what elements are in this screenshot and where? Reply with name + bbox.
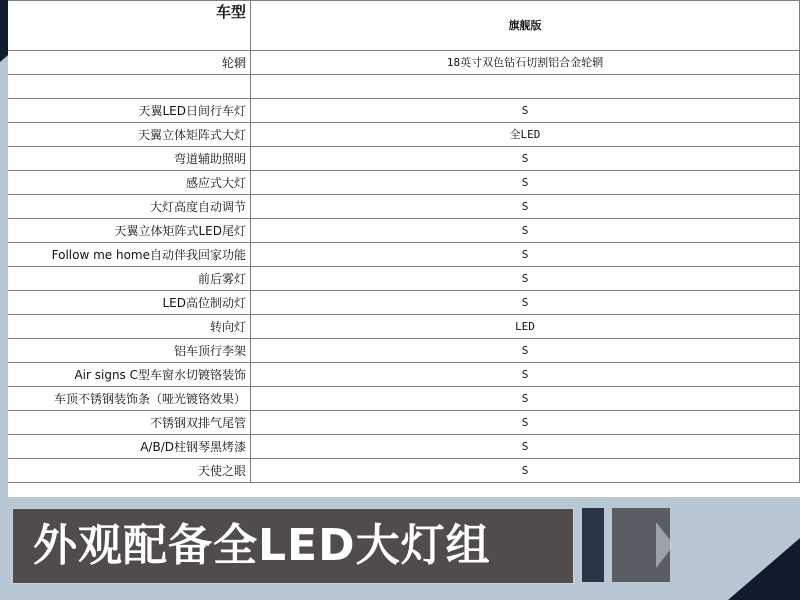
feature-cell: Air signs C型车窗水切镀铬装饰 (8, 363, 251, 387)
table-header-row (8, 1, 800, 51)
value-cell: S (251, 243, 800, 267)
feature-cell: 前后雾灯 (8, 267, 251, 291)
table-row (8, 411, 800, 435)
feature-cell: 弯道辅助照明 (8, 147, 251, 171)
feature-cell: 大灯高度自动调节 (8, 195, 251, 219)
value-cell: S (251, 387, 800, 411)
value-cell: 18英寸双色钻石切割铝合金轮辋 (251, 51, 800, 75)
value-cell: S (251, 435, 800, 459)
feature-cell: LED高位制动灯 (8, 291, 251, 315)
table-row (8, 219, 800, 243)
value-cell: S (251, 219, 800, 243)
feature-cell: 天翼LED日间行车灯 (8, 99, 251, 123)
table-row (8, 291, 800, 315)
feature-cell: 车顶不锈钢装饰条（哑光镀铬效果） (8, 387, 251, 411)
value-cell: S (251, 171, 800, 195)
table-row (8, 363, 800, 387)
value-cell: S (251, 459, 800, 483)
feature-cell: 天翼立体矩阵式LED尾灯 (8, 219, 251, 243)
value-cell: S (251, 99, 800, 123)
feature-cell: 轮辋 (8, 51, 251, 75)
value-cell: S (251, 267, 800, 291)
table-row (8, 459, 800, 483)
table-row (8, 315, 800, 339)
feature-cell: 天使之眼 (8, 459, 251, 483)
value-cell: S (251, 147, 800, 171)
feature-cell: Follow me home自动伴我回家功能 (8, 243, 251, 267)
value-cell: S (251, 363, 800, 387)
table-row (8, 267, 800, 291)
table-row (8, 99, 800, 123)
feature-cell: 天翼立体矩阵式大灯 (8, 123, 251, 147)
feature-cell: 转向灯 (8, 315, 251, 339)
table-row (8, 123, 800, 147)
table-row (8, 147, 800, 171)
table-row (8, 195, 800, 219)
table-row (8, 171, 800, 195)
value-cell: LED (251, 315, 800, 339)
banner-title: 外观配备全LED大灯组 (33, 520, 491, 571)
table-row (8, 51, 800, 75)
table-row (8, 339, 800, 363)
spec-table (8, 0, 800, 483)
table-row (8, 75, 800, 99)
table-row (8, 387, 800, 411)
value-cell (251, 75, 800, 99)
spec-sheet (8, 0, 800, 497)
value-cell: S (251, 195, 800, 219)
chevron-right-icon (656, 522, 674, 568)
table-row (8, 435, 800, 459)
value-cell: S (251, 339, 800, 363)
feature-cell: 不锈钢双排气尾管 (8, 411, 251, 435)
header-trim-label: 旗舰版 (251, 1, 800, 51)
feature-cell (8, 75, 251, 99)
value-cell: S (251, 291, 800, 315)
decor-bar-dark (582, 508, 604, 582)
table-row (8, 243, 800, 267)
feature-cell: 感应式大灯 (8, 171, 251, 195)
caption-banner (12, 508, 574, 584)
feature-cell: A/B/D柱钢琴黑烤漆 (8, 435, 251, 459)
value-cell: 全LED (251, 123, 800, 147)
value-cell: S (251, 411, 800, 435)
corner-decoration-bottom-right (728, 538, 800, 600)
feature-cell: 铝车顶行李架 (8, 339, 251, 363)
header-model-label: 车型 (8, 1, 251, 51)
